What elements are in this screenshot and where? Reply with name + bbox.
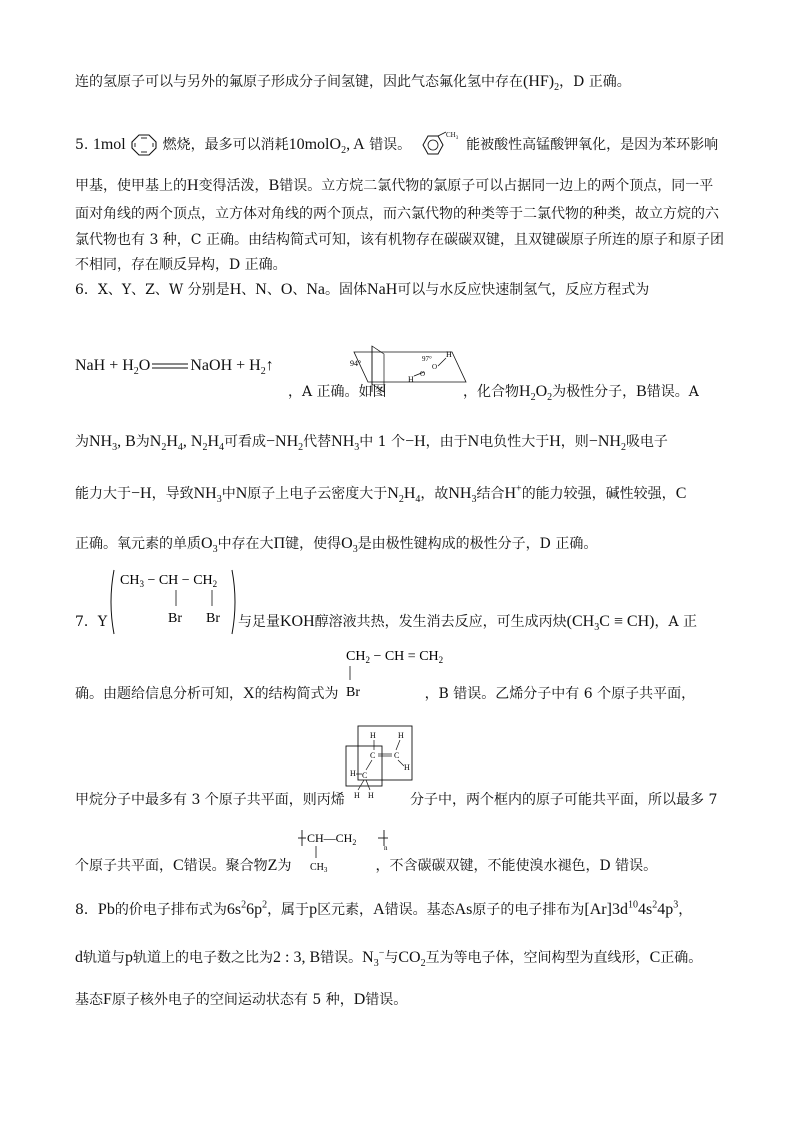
sub: 2 <box>438 655 444 665</box>
c: C <box>362 771 368 780</box>
text: 为 <box>75 434 89 450</box>
text: 分子中，两个框内的原子可能共平面，所以最多 7 <box>410 792 718 808</box>
reaction-equation <box>75 357 274 378</box>
s7-line-4 <box>75 856 735 876</box>
formula-nh3 <box>193 485 222 506</box>
z: Z <box>267 857 278 874</box>
b: B <box>268 177 280 194</box>
o: O <box>341 535 353 552</box>
text: 区元素， <box>317 902 374 918</box>
s5-line-2 <box>75 176 735 196</box>
n: n <box>384 844 388 852</box>
nh2: −NH <box>266 433 299 450</box>
sub: 2 <box>352 838 357 847</box>
formula-o3 <box>201 535 218 556</box>
o2: 10molO <box>288 136 342 153</box>
sub: 2 <box>161 442 167 454</box>
text: 可看成 <box>224 434 267 450</box>
n: N <box>255 281 267 298</box>
text: 连的氢原子可以与另外的氟原子形成分子间氢键，因此气态氟化氢中存在 <box>75 74 523 90</box>
sub: 2 <box>420 958 426 970</box>
sub: 3 <box>139 579 144 589</box>
sub: 3 <box>471 494 477 506</box>
text: 原子核外电子的空间运动状态有 5 种， <box>111 992 354 1008</box>
cyclooctatetraene-structure-icon <box>130 133 158 157</box>
text: 变得活泼， <box>198 178 269 194</box>
h-atom-1: H <box>446 350 452 359</box>
sub: 2 <box>547 392 553 404</box>
sub: 2 <box>620 442 626 454</box>
formula-co2 <box>398 949 426 970</box>
text: 醇溶液共热，发生消去反应，可生成丙炔 <box>314 614 567 630</box>
c: C <box>675 485 687 502</box>
nh3: NH <box>448 485 472 502</box>
h: H <box>368 791 374 800</box>
formula-propyne <box>566 613 655 634</box>
ch: CH <box>307 831 324 845</box>
minus-h: −H <box>405 433 426 450</box>
br-1: Br <box>168 611 182 626</box>
h: H <box>166 433 178 450</box>
ch2: —CH <box>323 831 353 845</box>
svg-text:CH3 <box>446 131 459 141</box>
item-number: 5. <box>75 137 89 153</box>
sub: 2 <box>260 366 266 378</box>
angle-97: 97° <box>422 355 432 363</box>
sub: 2 <box>341 145 347 157</box>
text: ，A 正确。如图 <box>288 384 387 400</box>
sup: 10 <box>627 899 638 911</box>
text: 键，使得 <box>285 536 342 552</box>
d: D <box>353 991 366 1008</box>
br: Br <box>346 685 360 700</box>
nh3: NH <box>331 433 355 450</box>
s7-line-1 <box>75 612 735 632</box>
text: 正确。氧元素的单质 <box>75 536 201 552</box>
text: 结合 <box>476 486 505 502</box>
sub: 3 <box>216 494 222 506</box>
p: p <box>309 901 318 918</box>
text: 甲基，使甲基上的 <box>75 178 187 194</box>
text: 为 <box>135 434 150 450</box>
s: 6s <box>226 901 242 918</box>
sub: 4 <box>415 494 421 506</box>
ch: CH <box>310 862 324 873</box>
s: 4s <box>637 901 653 918</box>
s5-line-3: 面对角线的两个顶点，立方体对角线的两个顶点，而六氯代物的种类等于二氯代物的种类，故立方烷的六 <box>75 206 719 222</box>
sup: 2 <box>241 899 247 911</box>
text: ，不含碳碳双键，不能使溴水褪色，D 错误。 <box>375 858 658 874</box>
n: N <box>235 485 248 502</box>
text: ，属于 <box>267 902 310 918</box>
text: 的结构简式为 <box>254 686 339 702</box>
o: O <box>201 535 213 552</box>
sub: 2 <box>365 655 370 665</box>
config-as <box>584 901 678 918</box>
formula-nh3 <box>89 433 136 454</box>
text: 互为等电子体，空间构型为直线形， <box>425 950 650 966</box>
double-line-arrow-icon <box>150 361 190 371</box>
s8-line-2 <box>75 948 735 968</box>
sub: 3 <box>323 866 328 874</box>
h: H <box>370 731 376 740</box>
formula-nh2 <box>266 433 304 454</box>
text: 个原子共平面， <box>75 858 173 874</box>
svg-text:CH2 − CH = CH2 <box>346 649 443 665</box>
s6-line-4 <box>75 484 735 504</box>
h: H <box>207 433 220 450</box>
sub: 3 <box>373 958 379 970</box>
s5-line-1 <box>75 130 735 160</box>
text: 错误。 <box>320 950 363 966</box>
sub: 3 <box>112 442 118 454</box>
text: 的价电子排布式为 <box>114 902 227 918</box>
ch: CH <box>346 649 366 664</box>
text: 代替 <box>303 434 332 450</box>
n: N <box>387 485 399 502</box>
text: ，故 <box>420 486 449 502</box>
text: 错误。A <box>646 384 699 400</box>
text: 基态 <box>75 992 103 1008</box>
nh3: NH <box>193 485 217 502</box>
formula-hplus <box>504 485 521 502</box>
d: d <box>75 949 83 966</box>
sub: 4 <box>177 442 183 454</box>
n: N <box>362 949 374 966</box>
text: 燃烧，最多可以消耗 <box>162 137 289 153</box>
o: O <box>280 281 293 298</box>
text: 确。由题给信息分析可知， <box>75 686 243 702</box>
text: ，则 <box>560 434 589 450</box>
eq-o: O <box>138 357 151 374</box>
text: 原子上电子云密度大于 <box>247 486 388 502</box>
o-atom-1: O <box>432 363 438 371</box>
sub: 3 <box>212 544 218 556</box>
formula-1mol: 1mol <box>92 136 126 153</box>
formula-n2h4 <box>149 433 225 454</box>
s6-line-1 <box>75 280 735 300</box>
text: 甲烷分子中最多有 3 个原子共平面，则丙烯 <box>75 792 345 808</box>
h: H <box>504 485 517 502</box>
text: 吸电子 <box>625 434 668 450</box>
ch: CH <box>120 573 140 588</box>
text: ，化合物 <box>463 384 519 400</box>
text: 中存在大 <box>217 536 274 552</box>
ratio: 2 : 3, B <box>273 949 321 966</box>
text: 中 1 个 <box>359 434 406 450</box>
text: 与 <box>384 950 399 966</box>
sub: 2 <box>202 442 208 454</box>
h: H <box>549 433 561 450</box>
n: N <box>149 433 162 450</box>
angle-94: 94° <box>350 359 362 368</box>
h: H <box>398 731 404 740</box>
h: H <box>404 763 410 772</box>
sub: 2 <box>398 494 404 506</box>
as: As <box>454 901 473 918</box>
h: H <box>403 485 416 502</box>
s8-line-1 <box>75 900 735 920</box>
text: 轨道与 <box>83 950 125 966</box>
co: CO <box>398 949 421 966</box>
p: 6p <box>246 901 263 918</box>
h-atom-2: H <box>408 375 414 384</box>
nah: NaH <box>367 281 398 298</box>
o: O <box>535 383 548 400</box>
h: H <box>229 281 242 298</box>
text: ，由于 <box>425 434 468 450</box>
config-pb <box>227 901 267 918</box>
sup: 2 <box>262 899 268 911</box>
sup: 3 <box>673 899 679 911</box>
h: H <box>187 177 199 194</box>
hf: (HF) <box>523 73 555 90</box>
text: 的能力较强，碱性较强， <box>521 486 676 502</box>
h: H <box>354 791 360 800</box>
ar: [Ar]3d <box>584 901 628 918</box>
b: B <box>636 383 647 400</box>
item-number: 8． <box>75 902 98 918</box>
b: , B <box>117 433 136 450</box>
a: , A <box>346 136 365 153</box>
chain: − CH = CH <box>369 649 439 664</box>
sub: 2 <box>298 442 304 454</box>
text: ， <box>678 902 693 918</box>
text: 能被酸性高锰酸钾氧化，是因为苯环影响 <box>466 137 719 153</box>
c: C <box>394 751 400 760</box>
text: ，导致 <box>151 486 194 502</box>
formula-o3 <box>341 535 358 556</box>
na: Na <box>306 281 326 298</box>
text: 轨道上的电子数之比为 <box>133 950 273 966</box>
text: 错误。 <box>369 137 412 153</box>
eq-right: NaOH + H <box>190 357 261 374</box>
svg-text:CH3 − CH − CH2 <box>120 573 217 589</box>
f: F <box>103 991 112 1008</box>
sup: + <box>516 483 522 495</box>
text: 为 <box>277 858 292 874</box>
s4-end-line <box>75 72 735 92</box>
text: 。固体 <box>325 282 368 298</box>
formula-n3 <box>362 947 385 970</box>
formula-h2o2 <box>519 383 553 404</box>
sub: 4 <box>219 442 225 454</box>
gas-arrow: ↑ <box>265 357 274 374</box>
text: 正确。 <box>660 950 703 966</box>
s6-line-3 <box>75 432 735 452</box>
sep: 、 <box>266 282 281 298</box>
text: ，D 正确。 <box>559 74 631 90</box>
pi-symbol: Π <box>273 535 286 552</box>
sub: 2 <box>530 392 536 404</box>
text: 能力大于 <box>75 486 131 502</box>
ch: (CH <box>566 613 595 630</box>
x: X <box>243 685 255 702</box>
text: 与足量 <box>238 614 280 630</box>
formula-o2 <box>288 136 365 157</box>
sub: 3 <box>354 442 360 454</box>
text: 原子的电子排布为 <box>472 902 585 918</box>
minus-h: −H <box>131 485 152 502</box>
nh2: −NH <box>588 433 621 450</box>
formula-n2h4 <box>387 485 421 506</box>
s6-line-5 <box>75 534 735 554</box>
sep: 、 <box>292 282 307 298</box>
text: 错误。 <box>365 992 408 1008</box>
formula-nh3 <box>331 433 360 454</box>
formula-nh2 <box>588 433 626 454</box>
s7-line-2 <box>75 684 735 704</box>
text: 可以与水反应快速制氢气，反应方程式为 <box>397 282 650 298</box>
text: ，A 正 <box>654 614 698 630</box>
sep: 、 <box>241 282 256 298</box>
sub: 2 <box>212 579 218 589</box>
sub: 2 <box>554 82 560 94</box>
text: 中 <box>221 486 236 502</box>
ch3-sub: 3 <box>455 136 458 141</box>
n2: , N <box>182 433 203 450</box>
toluene-structure-icon <box>416 130 462 160</box>
koh: KOH <box>280 613 315 630</box>
nh3: NH <box>89 433 113 450</box>
s8-line-3 <box>75 990 735 1010</box>
cch: C ≡ CH) <box>599 613 655 630</box>
s5-line-5: 不相同，存在顺反异构，D 正确。 <box>75 257 287 273</box>
h: H <box>350 769 356 778</box>
formula-nh3 <box>448 485 477 506</box>
p: 4p <box>657 901 674 918</box>
text: 为极性分子， <box>552 384 637 400</box>
text: 错误。立方烷二氯代物的氯原子可以占据同一边上的两个顶点，同一平 <box>279 178 714 194</box>
c: C <box>649 949 661 966</box>
br-2: Br <box>206 611 220 626</box>
text: 电负性大于 <box>479 434 550 450</box>
text: 错误。基态 <box>384 902 455 918</box>
sub: 3 <box>594 622 600 634</box>
ch3-label: CH <box>445 131 456 139</box>
s6-line-2 <box>288 382 738 402</box>
o-atom-2: O <box>420 370 426 378</box>
c: C <box>173 857 184 874</box>
text: 6．X、Y、Z、W 分别是 <box>75 282 230 298</box>
c: C <box>370 751 376 760</box>
item-number: 7．Y <box>75 614 108 630</box>
eq-left: NaH + H <box>75 357 134 374</box>
formula-hf <box>523 73 560 94</box>
a: A <box>373 901 385 918</box>
svg-text:CH—CH2 <box>307 831 356 847</box>
s7-line-3 <box>75 790 735 810</box>
sub: 2 <box>133 366 139 378</box>
sup: − <box>378 947 385 959</box>
text: 错误。聚合物 <box>183 858 268 874</box>
h: H <box>519 383 531 400</box>
text: 是由极性键构成的极性分子，D 正确。 <box>357 536 598 552</box>
p: p <box>125 949 133 966</box>
sup: 2 <box>652 899 658 911</box>
n: N <box>467 433 480 450</box>
chain: − CH − CH <box>143 573 213 588</box>
pb: Pb <box>97 901 115 918</box>
sub: 3 <box>352 544 358 556</box>
s5-line-4: 氯代物也有 3 种，C 正确。由结构简式可知，该有机物存在碳碳双键，且双键碳原子所连的原子和原子团 <box>75 232 724 248</box>
text: ，B 错误。乙烯分子中有 6 个原子共平面， <box>424 686 696 702</box>
